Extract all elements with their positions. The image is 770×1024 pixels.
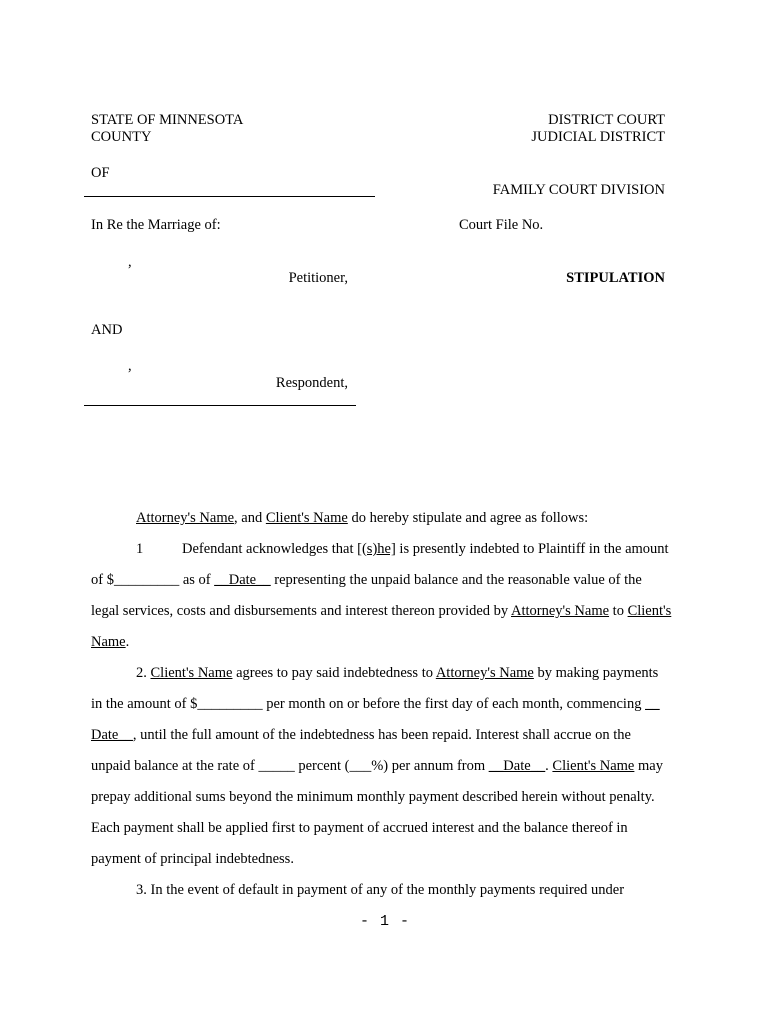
respondent-label: Respondent, bbox=[275, 375, 348, 391]
caption-rule-bottom bbox=[84, 405, 356, 406]
paragraph-2-line-6: Each payment shall be applied first to payment of accrued interest and the balance thereof in bbox=[91, 820, 628, 836]
date-field: __Date__ bbox=[488, 758, 546, 774]
district-label: JUDICIAL DISTRICT bbox=[531, 129, 665, 145]
paragraph-1-line-2: of $_________ as of __Date__ representing the unpaid balance and the reasonable value of the bbox=[91, 572, 642, 588]
caption-rule-top bbox=[84, 196, 375, 197]
paragraph-2-line-2: in the amount of $_________ per month on or before the first day of each month, commencing __ bbox=[91, 696, 660, 712]
state-label: STATE OF MINNESOTA bbox=[91, 112, 244, 128]
paragraph-1-line-1: Defendant acknowledges that [(s)he] is presently indebted to Plaintiff in the amount bbox=[182, 541, 669, 557]
county-label: COUNTY bbox=[91, 129, 152, 145]
document-title: STIPULATION bbox=[566, 270, 665, 286]
intro-paragraph: Attorney's Name, and Client's Name do hereby stipulate and agree as follows: bbox=[136, 510, 589, 526]
petitioner-label: Petitioner, bbox=[288, 270, 348, 286]
in-re-label: In Re the Marriage of: bbox=[91, 217, 221, 233]
paragraph-1-line-3: legal services, costs and disbursements and interest thereon provided by Attorney's Name to Client's bbox=[91, 603, 672, 619]
client-name-field: Client's bbox=[627, 603, 672, 619]
paragraph-2-line-5: prepay additional sums beyond the minimum monthly payment described herein without penalty. bbox=[91, 789, 655, 805]
petitioner-name-blank: , bbox=[128, 254, 132, 270]
paragraph-1-line-4: Name. bbox=[91, 634, 130, 650]
of-label: OF bbox=[91, 165, 110, 181]
date-field: __Date__ bbox=[214, 572, 271, 588]
date-field: __ bbox=[645, 696, 660, 712]
attorney-name-field: Attorney's Name bbox=[136, 510, 235, 526]
respondent-name-blank: , bbox=[128, 358, 132, 374]
paragraph-2-line-4: unpaid balance at the rate of _____ percent (___%) per annum from __Date__. Client's Name may bbox=[91, 758, 663, 774]
paragraph-2-line-3: Date__, until the full amount of the indebtedness has been repaid. Interest shall accrue on the bbox=[91, 727, 631, 743]
paragraph-2-line-1: 2. Client's Name agrees to pay said indebtedness to Attorney's Name by making payments bbox=[136, 665, 659, 681]
paragraph-1-number: 1 bbox=[136, 541, 144, 557]
court-file-number-label: Court File No. bbox=[459, 217, 544, 233]
paragraph-2-line-7: payment of principal indebtedness. bbox=[91, 851, 294, 867]
client-name-field: Client's Name bbox=[552, 758, 635, 774]
client-name-field: Client's Name bbox=[265, 510, 348, 526]
page-number: - 1 - bbox=[359, 913, 410, 930]
attorney-name-field: Attorney's Name bbox=[435, 665, 534, 681]
date-field-cont: Date__ bbox=[91, 727, 133, 743]
pronoun-field: [(s)he] bbox=[357, 541, 396, 557]
attorney-name-field: Attorney's Name bbox=[511, 603, 610, 619]
division-label: FAMILY COURT DIVISION bbox=[492, 182, 665, 198]
client-name-field-cont: Name bbox=[91, 634, 126, 650]
and-label: AND bbox=[91, 322, 123, 338]
court-label: DISTRICT COURT bbox=[548, 112, 665, 128]
paragraph-3-line-1: 3. In the event of default in payment of any of the monthly payments required under bbox=[136, 882, 625, 898]
client-name-field: Client's Name bbox=[150, 665, 233, 681]
